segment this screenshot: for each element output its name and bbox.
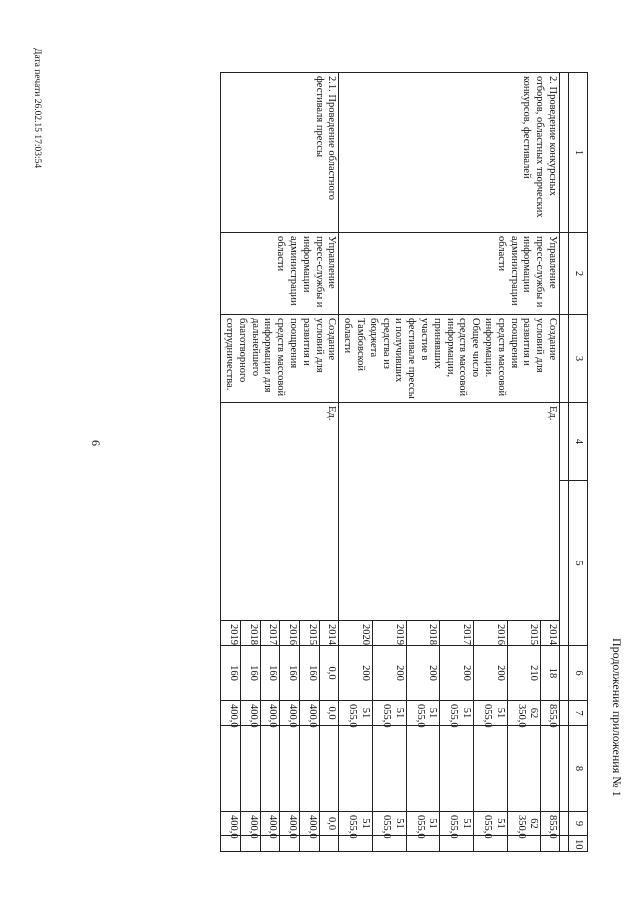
col7-cell <box>373 726 407 812</box>
year-cell: 2015 <box>300 621 320 646</box>
executor-cell: Управление пресс-службы и информации администрации области <box>221 233 339 315</box>
indicator-cell: Создание условий для развития и поощрения средств массовой информации. Общее число средств массовой информации, принявших участие в фестивале прессы и получивших средства из бюджета Тамбовской области <box>339 315 560 403</box>
col8-cell: 400,0 <box>221 812 241 836</box>
col8-cell: 400,0 <box>280 812 300 836</box>
col6-cell: 0,0 <box>319 701 339 726</box>
year-cell: 2018 <box>241 621 261 646</box>
header-col-7: 7 <box>569 701 588 726</box>
col5-cell: 200 <box>339 646 373 701</box>
col6-cell: 51 055,0 <box>440 701 474 726</box>
col8-cell: 51 055,0 <box>339 812 373 836</box>
col5-cell: 200 <box>474 646 508 701</box>
print-date: Дата печати 26.02.15 17:03:54 <box>32 48 42 169</box>
col5-cell: 160 <box>300 646 320 701</box>
col7-cell <box>474 726 508 812</box>
year-cell: 2017 <box>260 621 280 646</box>
col8-cell: 51 055,0 <box>406 812 440 836</box>
header-col-2: 2 <box>569 233 588 315</box>
gap-row <box>560 73 569 852</box>
year-cell: 2020 <box>339 621 373 646</box>
year-cell: 2014 <box>541 621 560 646</box>
col7-cell <box>440 726 474 812</box>
col7-cell <box>300 726 320 812</box>
year-cell: 2014 <box>319 621 339 646</box>
col7-cell <box>241 726 261 812</box>
header-col-6: 6 <box>569 646 588 701</box>
col8-cell: 51 055,0 <box>440 812 474 836</box>
col8-cell: 400,0 <box>241 812 261 836</box>
col7-cell <box>339 726 373 812</box>
col6-cell: 400,0 <box>280 701 300 726</box>
col8-cell: 51 055,0 <box>474 812 508 836</box>
program-table <box>220 72 588 852</box>
activity-cell: 2. Проведение конкурсных отборов, областных творческих конкурсов, фестивалей <box>339 73 560 233</box>
col8-cell: 400,0 <box>300 812 320 836</box>
col5-cell: 160 <box>221 646 241 701</box>
year-cell: 2018 <box>406 621 440 646</box>
year-cell: 2017 <box>440 621 474 646</box>
page-number: 6 <box>89 440 103 446</box>
col6-cell: 51 055,0 <box>339 701 373 726</box>
year-cell: 2016 <box>280 621 300 646</box>
col5-cell: 210 <box>507 646 541 701</box>
year-cell: 2015 <box>507 621 541 646</box>
executor-cell: Управление пресс-службы и информации администрации области <box>339 233 560 315</box>
year-cell: 2019 <box>221 621 241 646</box>
col8-cell: 400,0 <box>260 812 280 836</box>
indicator-cell: Создание условий для развития и поощрения средств массовой информации для дальнейшего благотворного сотрудничества. <box>221 315 339 403</box>
col7-cell <box>541 726 560 812</box>
col5-cell: 160 <box>280 646 300 701</box>
col7-cell <box>319 726 339 812</box>
col5-cell: 160 <box>241 646 261 701</box>
header-col-9: 9 <box>569 812 588 836</box>
table-row <box>319 73 339 852</box>
col6-cell: 62 350,0 <box>507 701 541 726</box>
header-col-8: 8 <box>569 726 588 812</box>
col7-cell <box>507 726 541 812</box>
header-col-5: 5 <box>569 481 588 646</box>
col7-cell <box>406 726 440 812</box>
col8-cell: 855,0 <box>541 812 560 836</box>
year-cell: 2019 <box>373 621 407 646</box>
col6-cell: 51 055,0 <box>406 701 440 726</box>
continuation-title: Продолжение приложения № 1 <box>610 638 624 797</box>
header-col-10: 10 <box>569 836 588 852</box>
activity-cell: 2.1. Проведение областного фестиваля прессы <box>221 73 339 233</box>
col9-cell <box>319 836 339 852</box>
unit-cell: Ед. <box>221 403 339 621</box>
col6-cell: 51 055,0 <box>373 701 407 726</box>
col6-cell: 400,0 <box>241 701 261 726</box>
col6-cell: 855,0 <box>541 701 560 726</box>
col7-cell <box>221 726 241 812</box>
header-row <box>569 73 588 852</box>
col6-cell: 400,0 <box>221 701 241 726</box>
col7-cell <box>260 726 280 812</box>
unit-cell: Ед. <box>339 403 560 621</box>
col5-cell: 200 <box>440 646 474 701</box>
col6-cell: 51 055,0 <box>474 701 508 726</box>
col5-cell: 160 <box>260 646 280 701</box>
header-col-1: 1 <box>569 73 588 233</box>
col5-cell: 200 <box>406 646 440 701</box>
col6-cell: 400,0 <box>260 701 280 726</box>
header-col-3: 3 <box>569 315 588 403</box>
col5-cell: 200 <box>373 646 407 701</box>
col5-cell: 0,0 <box>319 646 339 701</box>
col8-cell: 0,0 <box>319 812 339 836</box>
col8-cell: 51 055,0 <box>373 812 407 836</box>
header-col-4: 4 <box>569 403 588 481</box>
col7-cell <box>280 726 300 812</box>
col6-cell: 400,0 <box>300 701 320 726</box>
col8-cell: 62 350,0 <box>507 812 541 836</box>
table-body <box>221 73 560 852</box>
table-row <box>541 73 560 852</box>
year-cell: 2016 <box>474 621 508 646</box>
col5-cell: 18 <box>541 646 560 701</box>
